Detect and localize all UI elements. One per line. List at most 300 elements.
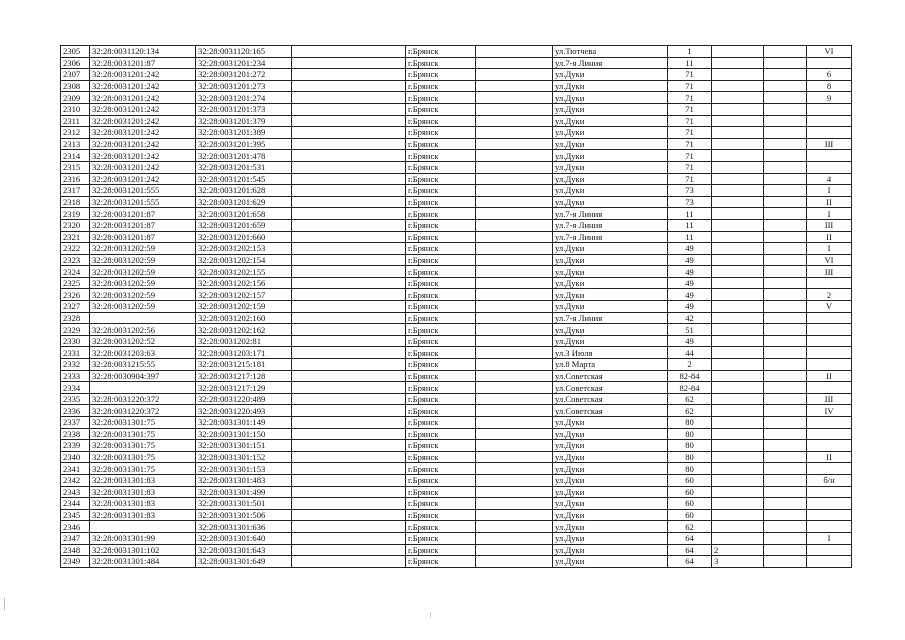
- house-number-cell: 11: [668, 208, 712, 220]
- blank-cell-cell: [764, 451, 807, 463]
- street-cell: ул.Дуки: [553, 486, 668, 498]
- premises-number-cell: II: [807, 196, 852, 208]
- blank-cell-cell: [292, 185, 406, 197]
- land-cadastral-number-cell: 32:28:0031301:83: [90, 498, 196, 510]
- city-cell: г.Брянск: [406, 208, 476, 220]
- house-number-cell: 71: [668, 115, 712, 127]
- city-cell: г.Брянск: [406, 115, 476, 127]
- blank-cell-cell: [292, 127, 406, 139]
- object-cadastral-number-cell: 32:28:0031202:81: [196, 335, 292, 347]
- blank-cell-cell: [764, 544, 807, 556]
- blank-cell-cell: [292, 370, 406, 382]
- premises-number-cell: [807, 486, 852, 498]
- blank-cell-cell: [764, 393, 807, 405]
- object-cadastral-number-cell: 32:28:0031301:499: [196, 486, 292, 498]
- house-number-cell: 11: [668, 219, 712, 231]
- object-cadastral-number-cell: 32:28:0031301:501: [196, 498, 292, 510]
- blank-cell-cell: [292, 69, 406, 81]
- blank-cell-cell: [764, 208, 807, 220]
- blank-cell-cell: [292, 312, 406, 324]
- blank-cell-cell: [292, 428, 406, 440]
- object-cadastral-number-cell: 32:28:0031202:159: [196, 301, 292, 313]
- object-cadastral-number-cell: 32:28:0031203:171: [196, 347, 292, 359]
- blank-cell-cell: [292, 498, 406, 510]
- house-number-cell: 62: [668, 405, 712, 417]
- city-cell: г.Брянск: [406, 405, 476, 417]
- table-row: [61, 138, 852, 150]
- building-number-cell: [712, 219, 764, 231]
- street-cell: ул.Дуки: [553, 196, 668, 208]
- premises-number-cell: [807, 103, 852, 115]
- land-cadastral-number-cell: 32:28:0031301:83: [90, 486, 196, 498]
- object-cadastral-number-cell: 32:28:0031202:162: [196, 324, 292, 336]
- blank-cell-cell: [476, 370, 553, 382]
- blank-cell-cell: [764, 359, 807, 371]
- premises-number-cell: [807, 521, 852, 533]
- city-cell: г.Брянск: [406, 382, 476, 394]
- street-cell: ул.7-я Линия: [553, 219, 668, 231]
- street-cell: ул.Дуки: [553, 150, 668, 162]
- blank-cell-cell: [292, 231, 406, 243]
- building-number-cell: [712, 208, 764, 220]
- row-number-cell: 2334: [61, 382, 90, 394]
- object-cadastral-number-cell: 32:28:0031202:156: [196, 277, 292, 289]
- building-number-cell: [712, 150, 764, 162]
- house-number-cell: 49: [668, 243, 712, 255]
- land-cadastral-number-cell: 32:28:0031201:242: [90, 150, 196, 162]
- city-cell: г.Брянск: [406, 57, 476, 69]
- blank-cell-cell: [764, 254, 807, 266]
- blank-cell-cell: [292, 486, 406, 498]
- table-row: [61, 486, 852, 498]
- table-row: [61, 266, 852, 278]
- blank-cell-cell: [292, 138, 406, 150]
- building-number-cell: [712, 335, 764, 347]
- city-cell: г.Брянск: [406, 185, 476, 197]
- row-number-cell: 2330: [61, 335, 90, 347]
- blank-cell-cell: [764, 266, 807, 278]
- object-cadastral-number-cell: 32:28:0031301:640: [196, 532, 292, 544]
- row-number-cell: 2320: [61, 219, 90, 231]
- house-number-cell: 82-84: [668, 382, 712, 394]
- street-cell: ул.Дуки: [553, 556, 668, 568]
- street-cell: ул.7-я Линия: [553, 57, 668, 69]
- building-number-cell: 2: [712, 544, 764, 556]
- row-number-cell: 2338: [61, 428, 90, 440]
- object-cadastral-number-cell: 32:28:0031201:478: [196, 150, 292, 162]
- blank-cell-cell: [476, 417, 553, 429]
- city-cell: г.Брянск: [406, 393, 476, 405]
- premises-number-cell: [807, 312, 852, 324]
- row-number-cell: 2327: [61, 301, 90, 313]
- blank-cell-cell: [764, 185, 807, 197]
- building-number-cell: [712, 440, 764, 452]
- blank-cell-cell: [476, 289, 553, 301]
- house-number-cell: 64: [668, 544, 712, 556]
- land-cadastral-number-cell: 32:28:0031202:52: [90, 335, 196, 347]
- blank-cell-cell: [292, 463, 406, 475]
- blank-cell-cell: [476, 347, 553, 359]
- blank-cell-cell: [292, 451, 406, 463]
- blank-cell-cell: [476, 498, 553, 510]
- house-number-cell: 64: [668, 556, 712, 568]
- table-row: [61, 57, 852, 69]
- blank-cell-cell: [764, 301, 807, 313]
- premises-number-cell: [807, 57, 852, 69]
- blank-cell-cell: [764, 417, 807, 429]
- house-number-cell: 80: [668, 428, 712, 440]
- object-cadastral-number-cell: 32:28:0031201:273: [196, 80, 292, 92]
- land-cadastral-number-cell: 32:28:0031202:59: [90, 243, 196, 255]
- object-cadastral-number-cell: 32:28:0031301:152: [196, 451, 292, 463]
- table-row: [61, 46, 852, 58]
- object-cadastral-number-cell: 32:28:0031201:373: [196, 103, 292, 115]
- row-number-cell: 2317: [61, 185, 90, 197]
- blank-cell-cell: [292, 80, 406, 92]
- city-cell: г.Брянск: [406, 359, 476, 371]
- house-number-cell: 60: [668, 509, 712, 521]
- building-number-cell: [712, 138, 764, 150]
- building-number-cell: 3: [712, 556, 764, 568]
- building-number-cell: [712, 463, 764, 475]
- blank-cell-cell: [764, 138, 807, 150]
- object-cadastral-number-cell: 32:28:0031217:129: [196, 382, 292, 394]
- blank-cell-cell: [764, 509, 807, 521]
- land-cadastral-number-cell: 32:28:0031201:242: [90, 80, 196, 92]
- blank-cell-cell: [292, 509, 406, 521]
- blank-cell-cell: [292, 243, 406, 255]
- building-number-cell: [712, 521, 764, 533]
- street-cell: ул.Дуки: [553, 243, 668, 255]
- table-row: [61, 556, 852, 568]
- blank-cell-cell: [764, 463, 807, 475]
- house-number-cell: 71: [668, 173, 712, 185]
- row-number-cell: 2313: [61, 138, 90, 150]
- blank-cell-cell: [476, 324, 553, 336]
- blank-cell-cell: [764, 474, 807, 486]
- street-cell: ул.Дуки: [553, 69, 668, 81]
- row-number-cell: 2316: [61, 173, 90, 185]
- house-number-cell: 62: [668, 393, 712, 405]
- object-cadastral-number-cell: 32:28:0031301:150: [196, 428, 292, 440]
- street-cell: ул.Дуки: [553, 544, 668, 556]
- row-number-cell: 2337: [61, 417, 90, 429]
- street-cell: ул.Дуки: [553, 417, 668, 429]
- house-number-cell: 80: [668, 417, 712, 429]
- land-cadastral-number-cell: 32:28:0031202:59: [90, 289, 196, 301]
- street-cell: ул.Дуки: [553, 428, 668, 440]
- premises-number-cell: I: [807, 208, 852, 220]
- blank-cell-cell: [292, 393, 406, 405]
- city-cell: г.Брянск: [406, 219, 476, 231]
- object-cadastral-number-cell: 32:28:0031202:155: [196, 266, 292, 278]
- street-cell: ул.Дуки: [553, 138, 668, 150]
- street-cell: ул.Дуки: [553, 289, 668, 301]
- blank-cell-cell: [476, 544, 553, 556]
- building-number-cell: [712, 405, 764, 417]
- table-row: [61, 80, 852, 92]
- building-number-cell: [712, 289, 764, 301]
- blank-cell-cell: [476, 393, 553, 405]
- blank-cell-cell: [764, 521, 807, 533]
- premises-number-cell: [807, 556, 852, 568]
- blank-cell-cell: [764, 312, 807, 324]
- city-cell: г.Брянск: [406, 451, 476, 463]
- premises-number-cell: [807, 428, 852, 440]
- row-number-cell: 2306: [61, 57, 90, 69]
- blank-cell-cell: [292, 440, 406, 452]
- land-cadastral-number-cell: 32:28:0031301:484: [90, 556, 196, 568]
- blank-cell-cell: [292, 161, 406, 173]
- building-number-cell: [712, 474, 764, 486]
- table-row: [61, 92, 852, 104]
- blank-cell-cell: [476, 266, 553, 278]
- row-number-cell: 2326: [61, 289, 90, 301]
- blank-cell-cell: [292, 347, 406, 359]
- blank-cell-cell: [476, 92, 553, 104]
- row-number-cell: 2335: [61, 393, 90, 405]
- table-row: [61, 417, 852, 429]
- street-cell: ул.Дуки: [553, 335, 668, 347]
- premises-number-cell: [807, 335, 852, 347]
- object-cadastral-number-cell: 32:28:0031215:181: [196, 359, 292, 371]
- blank-cell-cell: [476, 150, 553, 162]
- blank-cell-cell: [764, 161, 807, 173]
- blank-cell-cell: [292, 92, 406, 104]
- premises-number-cell: 2: [807, 289, 852, 301]
- blank-cell-cell: [476, 405, 553, 417]
- table-row: [61, 185, 852, 197]
- object-cadastral-number-cell: 32:28:0031301:649: [196, 556, 292, 568]
- street-cell: ул.Дуки: [553, 521, 668, 533]
- premises-number-cell: [807, 127, 852, 139]
- blank-cell-cell: [764, 57, 807, 69]
- house-number-cell: 71: [668, 138, 712, 150]
- building-number-cell: [712, 231, 764, 243]
- premises-number-cell: V: [807, 301, 852, 313]
- house-number-cell: 49: [668, 335, 712, 347]
- row-number-cell: 2308: [61, 80, 90, 92]
- house-number-cell: 71: [668, 150, 712, 162]
- land-cadastral-number-cell: 32:28:0031201:242: [90, 92, 196, 104]
- land-cadastral-number-cell: 32:28:0031201:242: [90, 161, 196, 173]
- blank-cell-cell: [476, 463, 553, 475]
- row-number-cell: 2324: [61, 266, 90, 278]
- object-cadastral-number-cell: 32:28:0031201:395: [196, 138, 292, 150]
- blank-cell-cell: [764, 231, 807, 243]
- blank-cell-cell: [476, 57, 553, 69]
- city-cell: г.Брянск: [406, 498, 476, 510]
- table-row: [61, 428, 852, 440]
- house-number-cell: 62: [668, 521, 712, 533]
- blank-cell-cell: [764, 243, 807, 255]
- land-cadastral-number-cell: 32:28:0031215:55: [90, 359, 196, 371]
- house-number-cell: 49: [668, 277, 712, 289]
- table-row: [61, 231, 852, 243]
- street-cell: ул.Советская: [553, 393, 668, 405]
- table-row: [61, 115, 852, 127]
- blank-cell-cell: [476, 556, 553, 568]
- building-number-cell: [712, 393, 764, 405]
- row-number-cell: 2340: [61, 451, 90, 463]
- premises-number-cell: [807, 324, 852, 336]
- building-number-cell: [712, 451, 764, 463]
- land-cadastral-number-cell: 32:28:0031202:59: [90, 266, 196, 278]
- blank-cell-cell: [764, 219, 807, 231]
- blank-cell-cell: [764, 92, 807, 104]
- land-cadastral-number-cell: 32:28:0031301:75: [90, 463, 196, 475]
- row-number-cell: 2329: [61, 324, 90, 336]
- house-number-cell: 71: [668, 161, 712, 173]
- city-cell: г.Брянск: [406, 277, 476, 289]
- premises-number-cell: [807, 498, 852, 510]
- table-row: [61, 173, 852, 185]
- row-number-cell: 2341: [61, 463, 90, 475]
- blank-cell-cell: [292, 277, 406, 289]
- blank-cell-cell: [764, 486, 807, 498]
- street-cell: ул.Дуки: [553, 440, 668, 452]
- premises-number-cell: III: [807, 138, 852, 150]
- blank-cell-cell: [476, 138, 553, 150]
- land-cadastral-number-cell: 32:28:0031220:372: [90, 393, 196, 405]
- blank-cell-cell: [292, 57, 406, 69]
- city-cell: г.Брянск: [406, 161, 476, 173]
- building-number-cell: [712, 428, 764, 440]
- house-number-cell: 51: [668, 324, 712, 336]
- blank-cell-cell: [764, 150, 807, 162]
- street-cell: ул.Советская: [553, 382, 668, 394]
- blank-cell-cell: [764, 405, 807, 417]
- land-cadastral-number-cell: 32:28:0031301:83: [90, 474, 196, 486]
- city-cell: г.Брянск: [406, 440, 476, 452]
- table-row: [61, 103, 852, 115]
- premises-number-cell: 6: [807, 69, 852, 81]
- row-number-cell: 2314: [61, 150, 90, 162]
- street-cell: ул.Дуки: [553, 92, 668, 104]
- blank-cell-cell: [476, 359, 553, 371]
- blank-cell-cell: [476, 277, 553, 289]
- building-number-cell: [712, 80, 764, 92]
- row-number-cell: 2311: [61, 115, 90, 127]
- land-cadastral-number-cell: 32:28:0031301:83: [90, 509, 196, 521]
- city-cell: г.Брянск: [406, 370, 476, 382]
- land-cadastral-number-cell: 32:28:0031201:242: [90, 103, 196, 115]
- blank-cell-cell: [764, 428, 807, 440]
- street-cell: ул.Дуки: [553, 115, 668, 127]
- object-cadastral-number-cell: 32:28:0031301:636: [196, 521, 292, 533]
- house-number-cell: 82-84: [668, 370, 712, 382]
- object-cadastral-number-cell: 32:28:0031217:128: [196, 370, 292, 382]
- blank-cell-cell: [764, 498, 807, 510]
- city-cell: г.Брянск: [406, 69, 476, 81]
- blank-cell-cell: [292, 115, 406, 127]
- blank-cell-cell: [764, 335, 807, 347]
- house-number-cell: 1: [668, 46, 712, 58]
- object-cadastral-number-cell: 32:28:0031201:234: [196, 57, 292, 69]
- premises-number-cell: III: [807, 219, 852, 231]
- row-number-cell: 2344: [61, 498, 90, 510]
- object-cadastral-number-cell: 32:28:0031220:493: [196, 405, 292, 417]
- table-row: [61, 393, 852, 405]
- building-number-cell: [712, 486, 764, 498]
- premises-number-cell: [807, 509, 852, 521]
- blank-cell-cell: [476, 185, 553, 197]
- city-cell: г.Брянск: [406, 243, 476, 255]
- scan-mark: [4, 598, 5, 610]
- blank-cell-cell: [764, 556, 807, 568]
- object-cadastral-number-cell: 32:28:0031201:272: [196, 69, 292, 81]
- street-cell: ул.Тютчева: [553, 46, 668, 58]
- object-cadastral-number-cell: 32:28:0031120:165: [196, 46, 292, 58]
- land-cadastral-number-cell: 32:28:0031301:75: [90, 440, 196, 452]
- blank-cell-cell: [292, 382, 406, 394]
- row-number-cell: 2322: [61, 243, 90, 255]
- land-cadastral-number-cell: 32:28:0031201:242: [90, 69, 196, 81]
- building-number-cell: [712, 103, 764, 115]
- premises-number-cell: III: [807, 266, 852, 278]
- table-row: [61, 370, 852, 382]
- house-number-cell: 60: [668, 474, 712, 486]
- building-number-cell: [712, 324, 764, 336]
- land-cadastral-number-cell: 32:28:0031201:87: [90, 57, 196, 69]
- blank-cell-cell: [292, 335, 406, 347]
- house-number-cell: 49: [668, 254, 712, 266]
- table-row: [61, 463, 852, 475]
- blank-cell-cell: [476, 161, 553, 173]
- blank-cell-cell: [476, 127, 553, 139]
- building-number-cell: [712, 243, 764, 255]
- street-cell: ул.7-я Линия: [553, 231, 668, 243]
- blank-cell-cell: [764, 289, 807, 301]
- blank-cell-cell: [476, 335, 553, 347]
- city-cell: г.Брянск: [406, 289, 476, 301]
- street-cell: ул.Дуки: [553, 509, 668, 521]
- table-row: [61, 544, 852, 556]
- house-number-cell: 71: [668, 80, 712, 92]
- table-row: [61, 208, 852, 220]
- table-row: [61, 196, 852, 208]
- table-row: [61, 254, 852, 266]
- city-cell: г.Брянск: [406, 417, 476, 429]
- blank-cell-cell: [476, 219, 553, 231]
- blank-cell-cell: [292, 532, 406, 544]
- blank-cell-cell: [476, 173, 553, 185]
- row-number-cell: 2328: [61, 312, 90, 324]
- blank-cell-cell: [292, 405, 406, 417]
- registry-table: [60, 45, 852, 568]
- land-cadastral-number-cell: 32:28:0031202:59: [90, 277, 196, 289]
- blank-cell-cell: [292, 266, 406, 278]
- blank-cell-cell: [476, 532, 553, 544]
- building-number-cell: [712, 92, 764, 104]
- house-number-cell: 49: [668, 301, 712, 313]
- building-number-cell: [712, 370, 764, 382]
- building-number-cell: [712, 115, 764, 127]
- building-number-cell: [712, 254, 764, 266]
- street-cell: ул.Советская: [553, 405, 668, 417]
- table-row: [61, 335, 852, 347]
- land-cadastral-number-cell: [90, 382, 196, 394]
- object-cadastral-number-cell: 32:28:0031201:274: [196, 92, 292, 104]
- street-cell: ул.Дуки: [553, 103, 668, 115]
- table-row: [61, 324, 852, 336]
- row-number-cell: 2343: [61, 486, 90, 498]
- street-cell: ул.Дуки: [553, 185, 668, 197]
- land-cadastral-number-cell: 32:28:0031201:87: [90, 231, 196, 243]
- street-cell: ул.Дуки: [553, 254, 668, 266]
- building-number-cell: [712, 185, 764, 197]
- premises-number-cell: I: [807, 532, 852, 544]
